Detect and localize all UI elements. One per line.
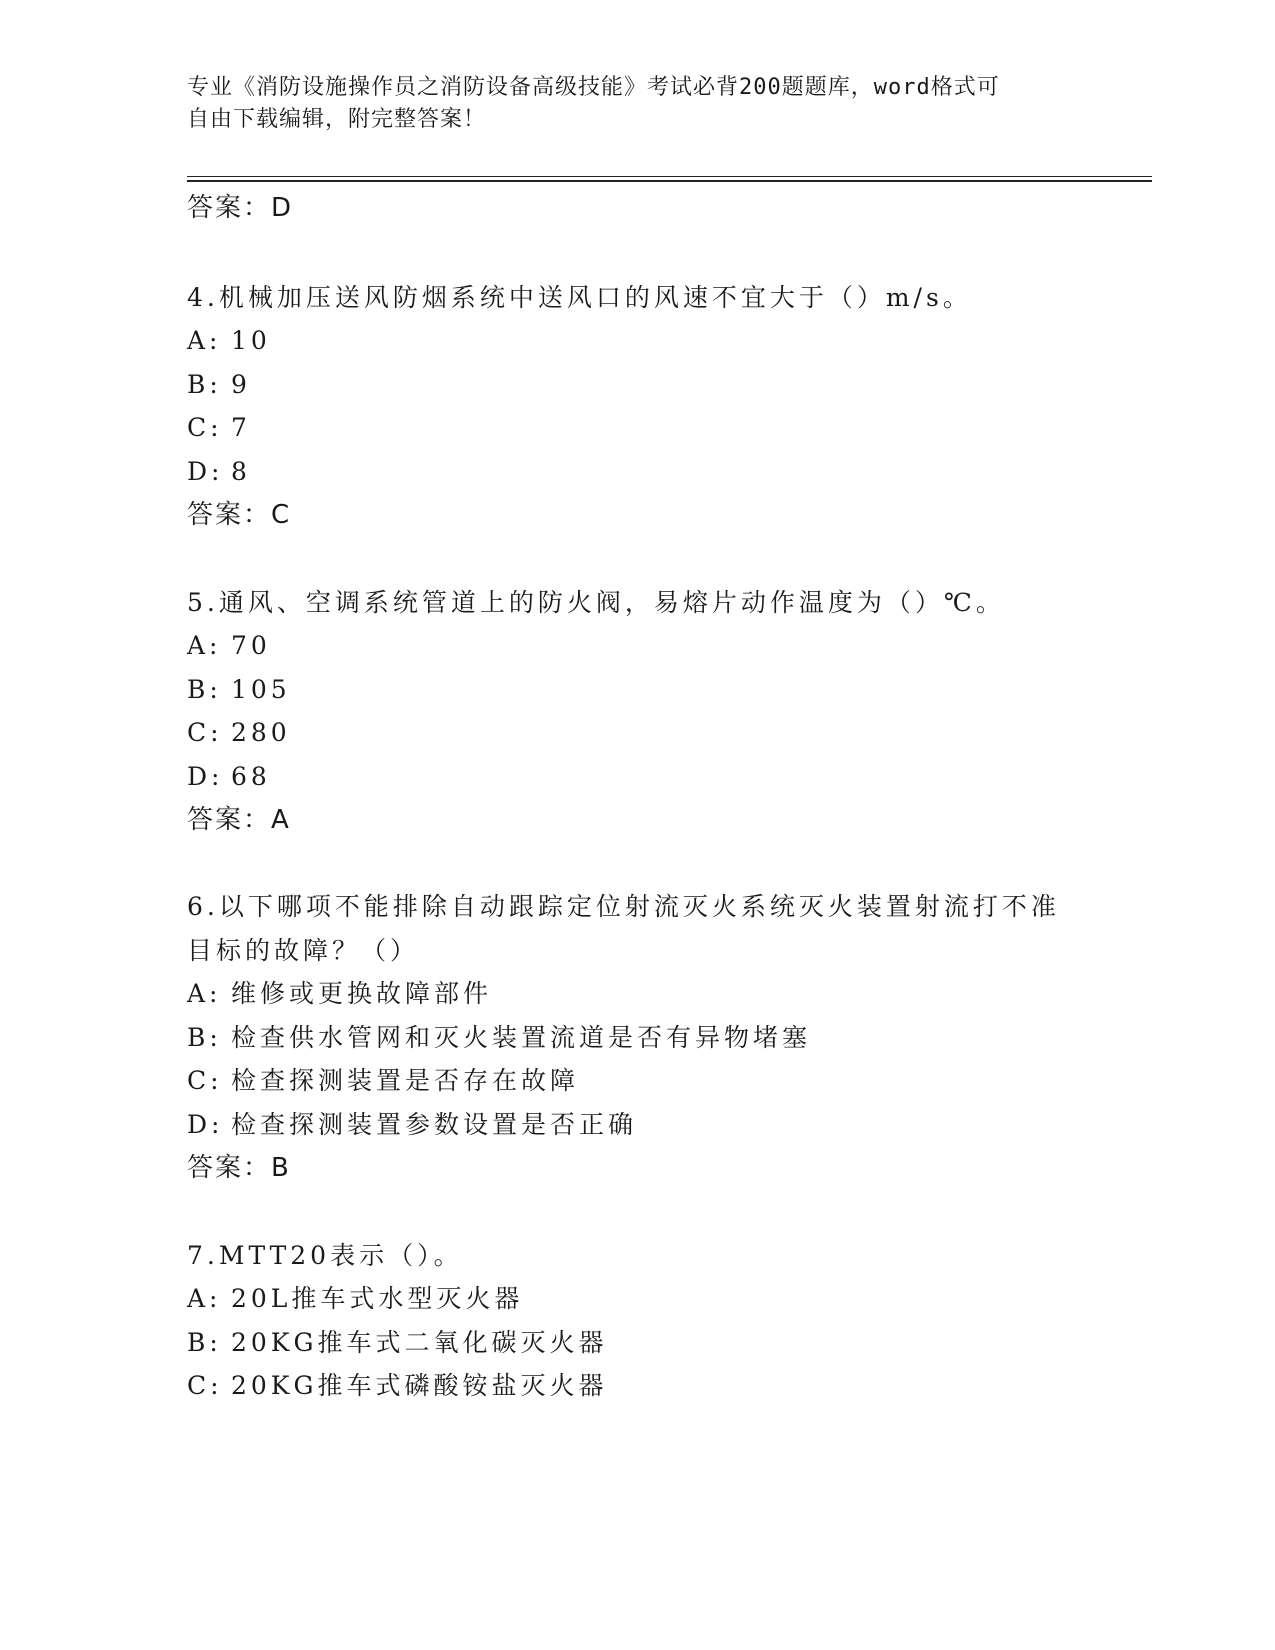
question-4-stem: 4.机械加压送风防烟系统中送风口的风速不宜大于（）m/s。: [187, 283, 972, 312]
question-5-answer: 答案：A: [187, 805, 291, 835]
header-rule-thin: [187, 176, 1152, 177]
question-6-option-a: A: 维修或更换故障部件: [187, 979, 493, 1008]
question-4-option-b: B: 9: [187, 370, 251, 399]
question-6-option-b: B: 检查供水管网和灭火装置流道是否有异物堵塞: [187, 1023, 812, 1052]
header-line-1: 专业《消防设施操作员之消防设备高级技能》考试必背200题题库，word格式可: [187, 75, 1000, 100]
question-4-answer: 答案：C: [187, 500, 292, 530]
document-header: [187, 72, 1067, 136]
question-5-option-a: A: 70: [187, 631, 271, 660]
question-7-stem: 7.MTT20表示（）。: [187, 1241, 463, 1270]
question-4-option-d: D: 8: [187, 457, 251, 486]
question-6-option-d: D: 检查探测装置参数设置是否正确: [187, 1110, 638, 1139]
question-6-stem-line-2: 目标的故障？（）: [187, 936, 420, 965]
question-6-stem-line-1: 6.以下哪项不能排除自动跟踪定位射流灭火系统灭火装置射流打不准: [187, 892, 1060, 921]
question-4-option-c: C: 7: [187, 413, 251, 442]
header-rule-thick: [187, 180, 1152, 182]
question-5-option-b: B: 105: [187, 675, 291, 704]
question-7-option-b: B: 20KG推车式二氧化碳灭火器: [187, 1328, 608, 1357]
question-5-stem: 5.通风、空调系统管道上的防火阀，易熔片动作温度为（）℃。: [187, 588, 1005, 617]
question-4-option-a: A: 10: [187, 326, 271, 355]
question-6-option-c: C: 检查探测装置是否存在故障: [187, 1066, 580, 1095]
question-7-option-c: C: 20KG推车式磷酸铵盐灭火器: [187, 1371, 608, 1400]
question-7-option-a: A: 20L推车式水型灭火器: [187, 1284, 524, 1313]
header-line-2: 自由下载编辑，附完整答案！: [187, 107, 487, 132]
question-5-option-d: D: 68: [187, 762, 271, 791]
question-5-option-c: C: 280: [187, 718, 291, 747]
answer-prev: 答案：D: [187, 193, 294, 223]
question-6-answer: 答案：B: [187, 1153, 291, 1183]
